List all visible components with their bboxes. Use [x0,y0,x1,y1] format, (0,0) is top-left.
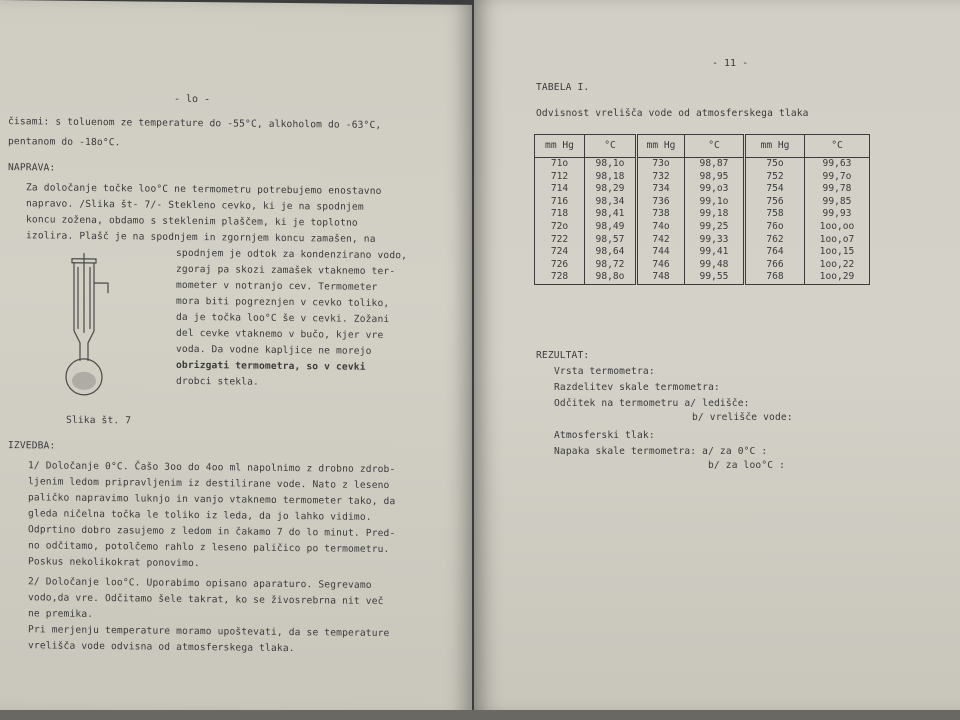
intro-line-1: čisami: s toluenom ze temperature do -55°C, alkoholom do -63°C, [8,116,382,131]
naprava-side-6: del cevke vtaknemo v bučo, kjer vre [176,327,384,342]
naprava-side-2: zgoraj pa skozi zamašek vtaknemo ter- [176,263,396,278]
table-cell: 98,41 [585,208,637,221]
rezultat-line-4: Atmosferski tlak: [554,430,655,441]
table-cell: 736 [637,196,685,209]
header-mmhg-3: mm Hg [745,135,805,158]
table-cell: 99,1o [685,196,745,209]
table-cell: 98,29 [585,183,637,196]
rezultat-line-5b: b/ za loo°C : [708,460,786,471]
table-cell: 99,o3 [685,183,745,196]
table-cell: 98,18 [585,171,637,184]
table-row [535,271,870,284]
naprava-side-5: da je točka loo°C še v cevki. Zožani [176,311,390,326]
table-cell: 75o [745,158,805,171]
table-cell: 99,55 [685,271,745,284]
izvedba-heading: IZVEDBA: [8,440,56,452]
table-cell: 99,85 [805,196,870,209]
intro-line-2: pentanom do -18o°C. [8,136,121,149]
table-cell: 99,7o [805,171,870,184]
table-cell: 1oo,15 [805,246,870,259]
rezultat-line-3b: b/ vrelišče vode: [692,412,793,423]
table-cell: 99,33 [685,234,745,247]
table-cell: 76o [745,221,805,234]
rezultat-heading: REZULTAT: [536,350,590,361]
table-cell: 738 [637,208,685,221]
rezultat-line-3: Odčitek na termometru a/ ledišče: [554,398,750,409]
table-cell: 98,8o [585,271,637,284]
table-cell: 98,72 [585,259,637,272]
table-cell: 99,78 [805,183,870,196]
naprava-line-1: Za določanje točke loo°C ne termometru potrebujemo enostavno [26,182,382,197]
table-cell: 714 [535,183,585,196]
table-cell: 758 [745,208,805,221]
table-cell: 734 [637,183,685,196]
table-cell: 98,34 [585,196,637,209]
izvedba-2-line-4: Pri merjenju temperature moramo upoštevati, da se temperature [28,624,390,640]
table-cell: 99,41 [685,246,745,259]
table-cell: 744 [637,246,685,259]
table-cell: 728 [535,271,585,284]
naprava-side-7: voda. Da vodne kapljice ne morejo [176,343,372,357]
table-cell: 1oo,22 [805,259,870,272]
table-cell: 756 [745,196,805,209]
table-cell: 99,18 [685,208,745,221]
table-cell: 716 [535,196,585,209]
table-cell: 73o [637,158,685,171]
table-cell: 746 [637,259,685,272]
left-page [0,0,472,717]
table-cell: 98,87 [685,158,745,171]
izvedba-1-line-4: gleda ničelna točka le toliko iz leda, da jo lahko vidimo. [28,508,372,523]
izvedba-1-line-5: Odprtino dobro zasujemo z ledom in čakamo 7 do lo minut. Pred- [28,524,396,540]
table-row [535,183,870,196]
right-page [474,0,960,712]
table-cell: 748 [637,271,685,284]
page-number-right: - 11 - [712,58,749,69]
table-cell: 1oo,29 [805,271,870,284]
header-mmhg-2: mm Hg [637,135,685,158]
header-celsius-3: °C [805,135,870,158]
table-row [535,234,870,247]
table-cell: 72o [535,221,585,234]
table-row [535,246,870,259]
table-cell: 726 [535,259,585,272]
table-cell: 99,93 [805,208,870,221]
naprava-side-1: spodnjem je odtok za kondenzirano vodo, [176,247,408,262]
table-subtitle: Odvisnost vrelišča vode od atmosferskega tlaka [536,108,809,119]
naprava-side-3: mometer v notranjo cev. Termometer [176,279,378,293]
table-row [535,158,870,171]
table-cell: 766 [745,259,805,272]
table-row [535,259,870,272]
table-cell: 732 [637,171,685,184]
figure-caption: Slika št. 7 [66,414,132,427]
table-cell: 724 [535,246,585,259]
table-row [535,208,870,221]
izvedba-1-line-3: paličko napravimo luknjo in vanjo vtaknemo termometer tako, da [28,492,396,508]
table-cell: 762 [745,234,805,247]
header-mmhg-1: mm Hg [535,135,585,158]
izvedba-2-line-5: vrelišča vode odvisna od atmosferskega tlaka. [28,640,295,655]
table-cell: 752 [745,171,805,184]
table-cell: 742 [637,234,685,247]
table-row [535,196,870,209]
izvedba-2-line-3: ne premika. [28,608,94,620]
izvedba-1-line-1: 1/ Določanje 0°C. Čašo 3oo do 4oo ml napolnimo z drobno zdrob- [28,460,396,476]
izvedba-1-line-2: ljenim ledom pripravljenim iz destilirane vode. Nato z leseno [28,476,390,492]
table-cell: 99,63 [805,158,870,171]
table-cell: 98,1o [585,158,637,171]
book-bottom-edge [0,710,960,720]
naprava-side-8: obrizgati termometra, so v cevki [176,359,366,373]
header-celsius-2: °C [685,135,745,158]
table-row [535,221,870,234]
table-cell: 98,64 [585,246,637,259]
izvedba-2-line-2: vodo,da vre. Odčitamo šele takrat, ko se živosrebrna nit več [28,592,384,608]
table-header-row [535,135,870,158]
izvedba-1-line-6: no odčitamo, potolčemo rahlo z leseno paličico po termometru. [28,540,390,556]
naprava-line-4: izolira. Plašč je na spodnjem in zgornjem koncu zamašen, na [26,230,376,245]
rezultat-line-5: Napaka skale termometra: a/ za 0°C : [554,446,768,457]
table-title: TABELA I. [536,82,590,93]
table-cell: 1oo,oo [805,221,870,234]
table-cell: 98,49 [585,221,637,234]
izvedba-1-line-7: Poskus nekolikokrat ponovimo. [28,556,200,570]
table-cell: 71o [535,158,585,171]
table-cell: 99,48 [685,259,745,272]
table-cell: 98,95 [685,171,745,184]
table-cell: 712 [535,171,585,184]
table-cell: 754 [745,183,805,196]
table-cell: 722 [535,234,585,247]
naprava-line-2: napravo. /Slika št- 7/- Stekleno cevko, ki je na spodnjem [26,198,364,213]
rezultat-line-2: Razdelitev skale termometra: [554,382,720,393]
izvedba-2-line-1: 2/ Določanje loo°C. Uporabimo opisano aparaturo. Segrevamo [28,576,372,591]
naprava-side-4: mora biti pogreznjen v cevko toliko, [176,295,390,310]
table-cell: 764 [745,246,805,259]
table-cell: 99,25 [685,221,745,234]
boiling-apparatus-drawing [60,253,130,402]
header-celsius-1: °C [585,135,637,158]
rezultat-line-1: Vrsta termometra: [554,366,655,377]
table-cell: 74o [637,221,685,234]
naprava-line-3: koncu zožena, obdamo s steklenim plaščem, ki je toplotno [26,214,358,229]
page-number-left: - lo - [174,93,211,106]
naprava-heading: NAPRAVA: [8,162,56,174]
naprava-side-9: drobci stekla. [176,375,259,388]
table-cell: 718 [535,208,585,221]
table-cell: 768 [745,271,805,284]
table-cell: 98,57 [585,234,637,247]
table-row [535,171,870,184]
table-cell: 1oo,o7 [805,234,870,247]
boiling-point-table [534,134,870,285]
